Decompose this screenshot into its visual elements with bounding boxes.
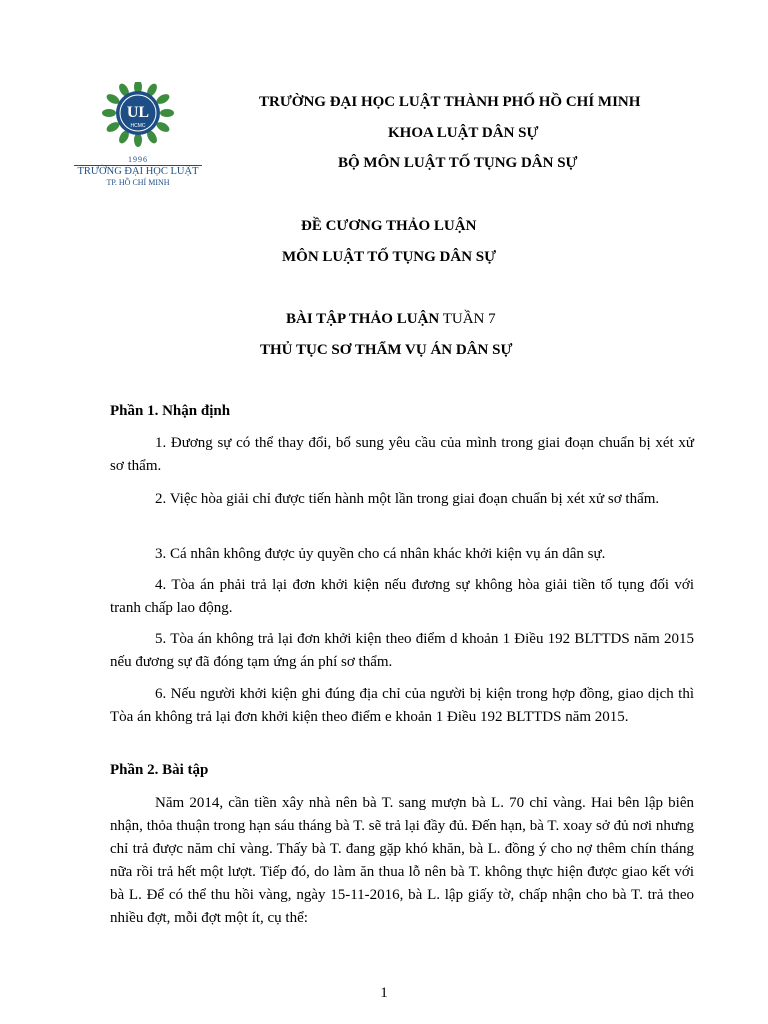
- exercise-subject: THỦ TỤC SƠ THẨM VỤ ÁN DÂN SỰ: [260, 342, 513, 358]
- statement-3: 3. Cá nhân không được ủy quyền cho cá nhân khác khởi kiện vụ án dân sự.: [155, 546, 606, 562]
- statement-6: 6. Nếu người khởi kiện ghi đúng địa chỉ của người bị kiện trong hợp đồng, giao dịch thì Tòa án không trả lại đơn khởi kiện theo điểm e khoản 1 Điều 192 BLTTDS năm 2015.: [110, 686, 694, 725]
- faculty-name: KHOA LUẬT DÂN SỰ: [388, 125, 539, 141]
- logo-city: TP. HỒ CHÍ MINH: [106, 178, 170, 187]
- department-name: BỘ MÔN LUẬT TỐ TỤNG DÂN SỰ: [338, 155, 578, 171]
- logo-year: 1996: [128, 155, 148, 164]
- document-title: ĐỀ CƯƠNG THẢO LUẬN: [301, 218, 477, 234]
- page-number: 1: [380, 985, 388, 1001]
- course-title: MÔN LUẬT TỐ TỤNG DÂN SỰ: [282, 249, 497, 265]
- logo-caption: [68, 155, 208, 188]
- logo-name: TRƯỜNG ĐẠI HỌC LUẬT: [77, 166, 199, 177]
- statement-1: 1. Đương sự có thể thay đổi, bổ sung yêu cầu của mình trong giai đoạn chuẩn bị xét xử sơ thẩm.: [110, 435, 694, 474]
- exercise-label-bold: BÀI TẬP THẢO LUẬN: [286, 311, 440, 327]
- laurel-seal-icon: [68, 82, 208, 162]
- part2-heading: Phần 2. Bài tập: [110, 762, 209, 778]
- case-paragraph: Năm 2014, cần tiền xây nhà nên bà T. sang mượn bà L. 70 chỉ vàng. Hai bên lập biên nhận, thỏa thuận trong hạn sáu tháng bà T. sẽ trả lại đầy đủ. Đến hạn, bà T. xoay sở đủ nơi nhưng chỉ trả được năm chỉ vàng. Thấy bà T. đang gặp khó khăn, bà L. đồng ý cho nợ thêm chín tháng nữa rồi trả hết một lượt. Tiếp đó, do làm ăn thua lỗ nên bà T. không thực hiện được giao kết với bà L. Để có thể thu hồi vàng, ngày 15-11-2016, bà L. lập giấy tờ, chấp nhận cho bà T. trả theo nhiều đợt, mỗi đợt một ít, cụ thể:: [110, 795, 694, 926]
- logo-badge: HCMC: [130, 123, 146, 129]
- part1-heading: Phần 1. Nhận định: [110, 403, 231, 419]
- university-name: TRƯỜNG ĐẠI HỌC LUẬT THÀNH PHỐ HỒ CHÍ MINH: [259, 94, 641, 110]
- exercise-label: [286, 311, 496, 328]
- statement-4: 4. Tòa án phải trả lại đơn khởi kiện nếu đương sự không hòa giải tiền tố tụng đối với tranh chấp lao động.: [110, 577, 694, 616]
- logo-monogram: UL: [126, 104, 150, 121]
- statement-5: 5. Tòa án không trả lại đơn khởi kiện theo điểm d khoản 1 Điều 192 BLTTDS năm 2015 nếu đương sự đã đóng tạm ứng án phí sơ thẩm.: [110, 631, 694, 670]
- statement-2: 2. Việc hòa giải chỉ được tiến hành một lần trong giai đoạn chuẩn bị xét xử sơ thẩm.: [155, 491, 660, 507]
- exercise-week: TUẦN 7: [439, 311, 496, 327]
